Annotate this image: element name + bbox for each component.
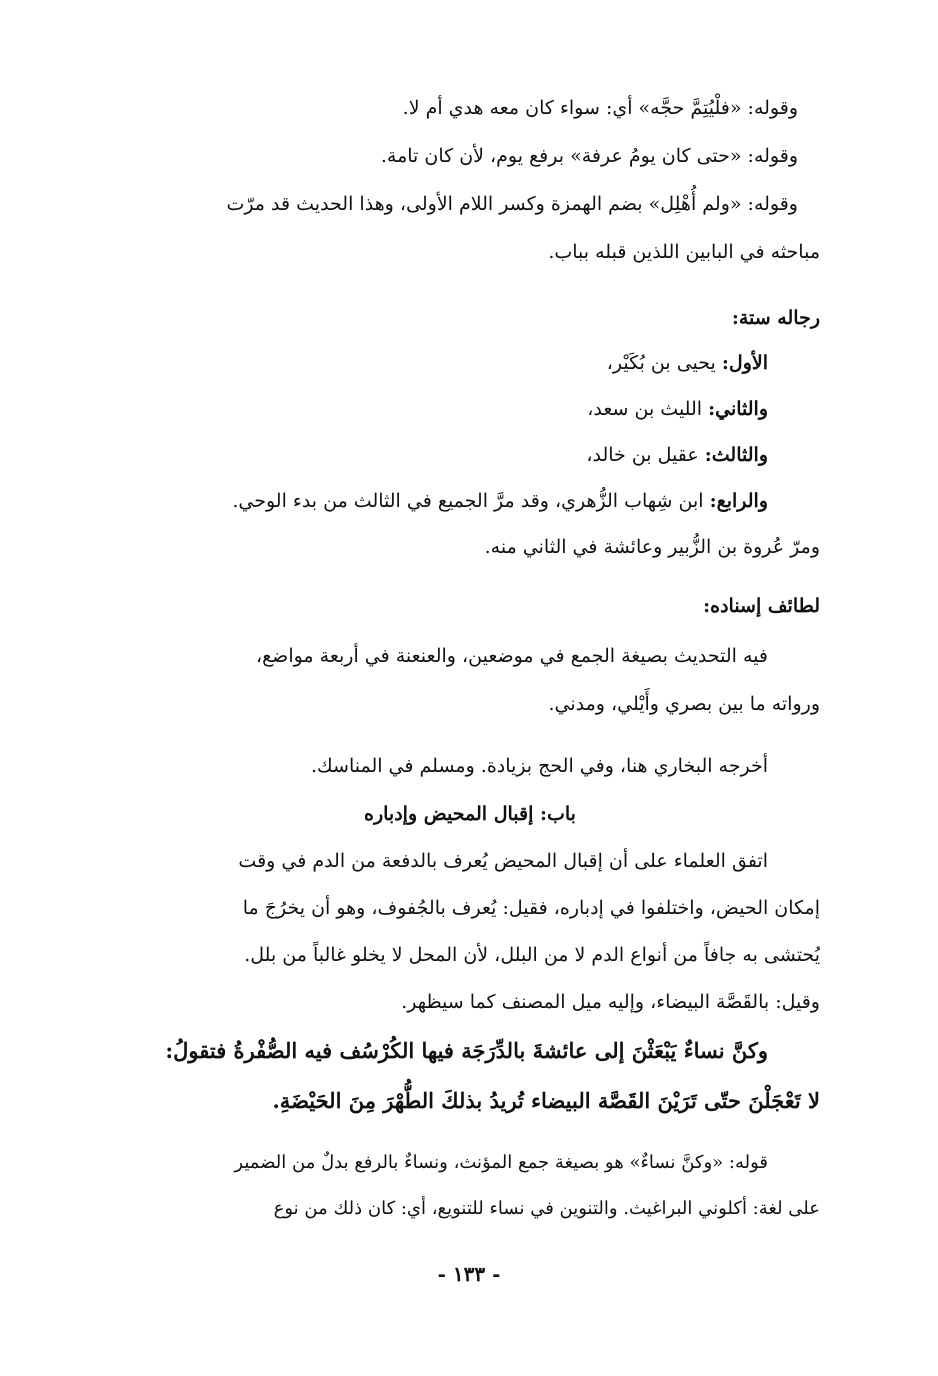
narrator-label: والثاني: — [708, 398, 768, 420]
text-line: وقوله: «فلْيُتِمَّ حجَّه» أي: سواء كان معه هدي أم لا. — [402, 97, 798, 119]
lataif-paragraph — [120, 632, 820, 728]
narrator-label: والثالث: — [704, 444, 768, 466]
narrator-name: الليث بن سعد، — [587, 398, 703, 420]
text-line: وقوله: «حتى كان يومُ عرفة» برفع يوم، لأن كان تامة. — [380, 145, 798, 167]
narrator-name: ابن شِهاب الزُّهري، وقد مرَّ الجميع في الثالث من بدء الوحي. — [232, 490, 704, 512]
text-line: وقوله: «ولم أُهْلِل» بضم الهمزة وكسر اللام الأولى، وهذا الحديث قد مرّت — [226, 193, 798, 215]
takhrij-line — [120, 742, 820, 790]
text-line: ومرّ عُروة بن الزُّبير وعائشة في الثاني منه. — [484, 536, 820, 558]
narrator-name: عقيل بن خالد، — [586, 444, 699, 466]
rijal-heading: رجاله ستة: — [731, 307, 820, 329]
hadith-text — [112, 1026, 820, 1126]
narrator-label: الأول: — [721, 352, 768, 374]
text-line: فيه التحديث بصيغة الجمع في موضعين، والعنعنة في أربعة مواضع، — [255, 645, 768, 667]
commentary-paragraph — [120, 1140, 820, 1232]
text-line: على لغة: أكلوني البراغيث. والتنوين في نساء للتنويع، أي: كان ذلك من نوع — [273, 1198, 820, 1219]
text-line: قوله: «وكنَّ نساءٌ» هو بصيغة جمع المؤنث، ونساءٌ بالرفع بدلٌ من الضمير — [234, 1152, 768, 1173]
text-line: مباحثه في البابين اللذين قبله بباب. — [548, 241, 820, 263]
chapter-paragraph — [120, 838, 820, 1026]
text-line: اتفق العلماء على أن إقبال المحيض يُعرف بالدفعة من الدم في وقت — [238, 850, 768, 872]
hadith-line: وكنَّ نساءٌ يَبْعَثْنَ إلى عائشةَ بالدِّرَجَة فيها الكُرْسُف فيه الصُّفْرةُ فتقولُ: — [165, 1038, 768, 1063]
lataif-heading: لطائف إسناده: — [703, 595, 820, 617]
narrator-name: يحيى بن بُكَيْر، — [606, 352, 716, 374]
hadith-line: لا تَعْجَلْنَ حتّى تَرَيْنَ القَصَّة البيضاء تُريدُ بذلكَ الطُّهْرَ مِنَ الحَيْضَةِ. — [272, 1088, 820, 1113]
narrator-item — [120, 478, 820, 524]
page-number: - ١٣٣ - — [437, 1262, 501, 1286]
intro-paragraph — [120, 84, 820, 276]
text-line: وقيل: بالقَصَّة البيضاء، وإليه ميل المصنف كما سيظهر. — [401, 991, 820, 1013]
narrator-label: والرابع: — [709, 490, 768, 512]
text-line: إمكان الحيض، واختلفوا في إدباره، فقيل: يُعرف بالجُفوف، وهو أن يخرُجَ ما — [242, 897, 820, 919]
text-line: أخرجه البخاري هنا، وفي الحج بزيادة. ومسلم في المناسك. — [310, 755, 768, 777]
narrator-item — [120, 340, 820, 386]
text-line: ورواته ما بين بصري وأَيْلي، ومدني. — [548, 693, 820, 715]
narrators-list — [120, 340, 820, 570]
chapter-title: باب: إقبال المحيض وإدباره — [364, 803, 576, 825]
text-line: يُحتشى به جافاً من أنواع الدم لا من البلل، لأن المحل لا يخلو غالباً من بلل. — [244, 944, 820, 966]
narrator-item — [120, 386, 820, 432]
narrator-item — [120, 432, 820, 478]
